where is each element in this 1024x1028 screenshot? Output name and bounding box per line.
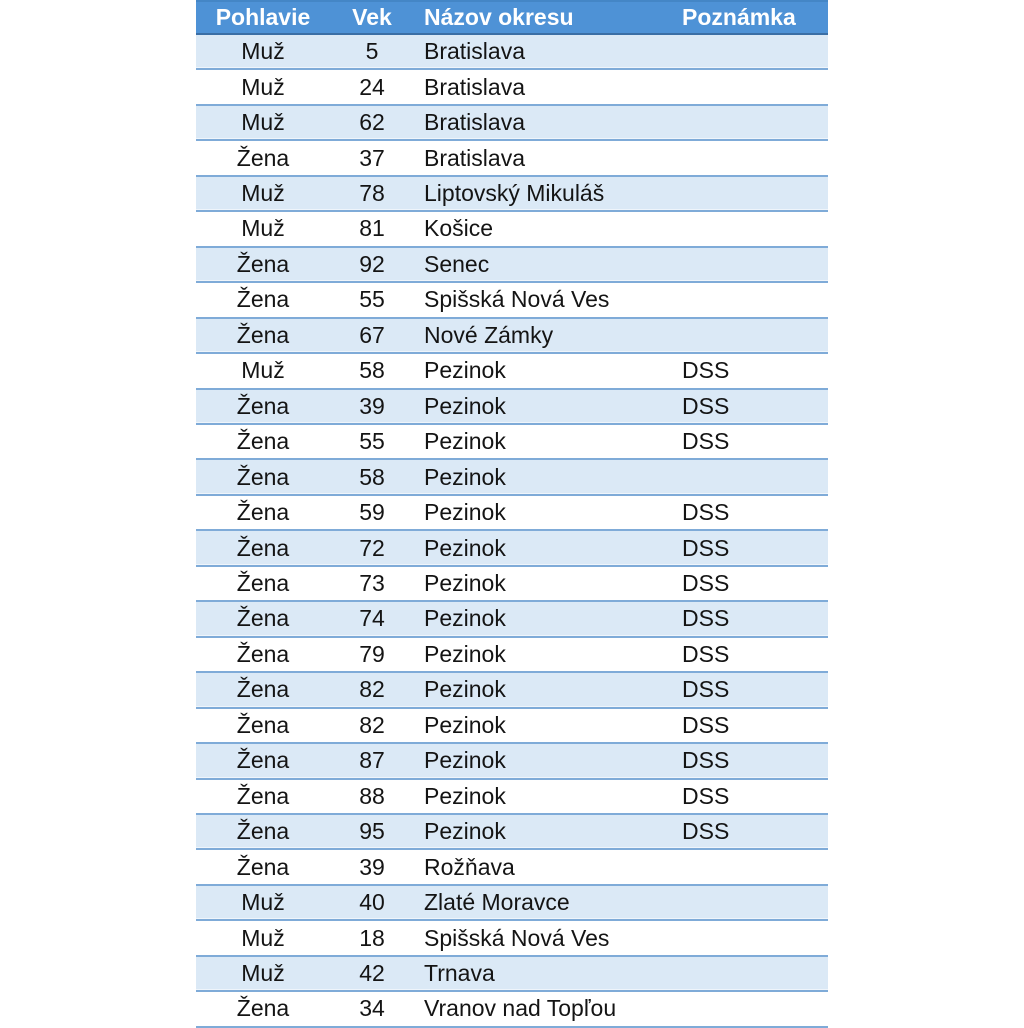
table-row <box>196 709 828 744</box>
column-header: Poznámka <box>682 4 796 30</box>
table-cell <box>662 460 828 493</box>
table-cell: DSS <box>682 428 730 455</box>
column-header: Názov okresu <box>424 4 574 30</box>
table-cell: DSS <box>682 605 730 632</box>
table-cell: Spišská Nová Ves <box>424 286 610 313</box>
table-row <box>196 141 828 176</box>
table-cell: Žena <box>236 853 290 880</box>
table-row <box>196 638 828 673</box>
table-cell: Pezinok <box>424 570 506 597</box>
table-cell: 82 <box>359 676 385 703</box>
table-cell: Bratislava <box>424 73 525 100</box>
table-cell: DSS <box>682 392 730 419</box>
table-cell: DSS <box>682 534 730 561</box>
table-cell: Trnava <box>424 960 495 986</box>
table-cell <box>662 283 828 316</box>
table-cell: DSS <box>682 676 730 703</box>
table-cell <box>662 957 828 990</box>
table-cell: Žena <box>236 463 290 490</box>
table-cell: 72 <box>359 534 385 561</box>
table-cell <box>662 177 828 210</box>
table-cell: Bratislava <box>424 109 525 136</box>
table-cell <box>662 319 828 352</box>
table-row <box>196 673 828 708</box>
table-cell: 39 <box>359 853 385 880</box>
table-row <box>196 780 828 815</box>
table-cell: Zlaté Moravce <box>424 889 570 916</box>
table-cell <box>662 35 828 68</box>
table-cell: Pezinok <box>424 428 506 455</box>
table-cell: 18 <box>359 924 385 951</box>
table-cell: Pezinok <box>424 499 506 526</box>
table-cell: Muž <box>241 73 285 100</box>
table-row <box>196 106 828 141</box>
table-cell: 88 <box>359 782 385 809</box>
table-cell: Žena <box>236 995 290 1022</box>
table-cell: Žena <box>236 676 290 703</box>
table-row <box>196 212 828 247</box>
table-cell: 73 <box>359 570 385 597</box>
table-cell: Muž <box>241 109 285 136</box>
table-cell: Senec <box>424 250 490 277</box>
table-cell: 78 <box>359 180 385 207</box>
table-cell: Muž <box>241 38 285 65</box>
table-cell: Bratislava <box>424 144 525 171</box>
table-cell: Pezinok <box>424 747 506 774</box>
table-cell: DSS <box>682 711 730 738</box>
table-cell: Žena <box>236 428 290 455</box>
table-cell: DSS <box>682 499 730 526</box>
table-cell: Žena <box>236 144 290 171</box>
table-cell: Žena <box>236 818 290 845</box>
table-cell: DSS <box>682 640 730 667</box>
table-cell: 95 <box>359 818 385 845</box>
table-cell: Nové Zámky <box>424 321 554 348</box>
table-cell: DSS <box>682 782 730 809</box>
table-cell <box>662 141 828 174</box>
table-cell: 55 <box>359 286 385 313</box>
table-cell: 40 <box>359 889 385 916</box>
table-cell <box>662 886 828 919</box>
table-cell: Muž <box>241 357 285 384</box>
table-cell: 5 <box>365 38 379 65</box>
table-cell: 81 <box>359 215 385 242</box>
table-cell <box>662 212 828 245</box>
table-cell: DSS <box>682 357 730 384</box>
table-cell: 62 <box>359 109 385 136</box>
table-row <box>196 992 828 1027</box>
table-row <box>196 496 828 531</box>
table-cell: 37 <box>359 144 385 171</box>
column-header: Pohlavie <box>215 4 311 30</box>
table-cell: Žena <box>236 392 290 419</box>
table-cell: DSS <box>682 818 730 845</box>
table-cell: Muž <box>241 180 285 207</box>
table-cell: 39 <box>359 392 385 419</box>
table-row <box>196 531 828 566</box>
table-cell: 92 <box>359 250 385 277</box>
table-cell: 24 <box>359 73 385 100</box>
table-cell <box>662 106 828 139</box>
table-cell: Muž <box>241 215 285 242</box>
table-cell: 42 <box>359 960 385 986</box>
table-cell: Pezinok <box>424 818 506 845</box>
table-cell: Košice <box>424 215 494 242</box>
table-cell: Žena <box>236 321 290 348</box>
table-cell: 59 <box>359 499 385 526</box>
table-cell: 82 <box>359 711 385 738</box>
table-cell: Pezinok <box>424 534 506 561</box>
table-cell <box>662 921 828 954</box>
table-header-row <box>196 0 828 35</box>
table-row <box>196 460 828 495</box>
table-cell: Žena <box>236 640 290 667</box>
table-row <box>196 283 828 318</box>
table-cell: Pezinok <box>424 640 506 667</box>
table-cell <box>662 850 828 883</box>
data-table <box>196 0 828 1028</box>
table-row <box>196 886 828 921</box>
table-cell: Pezinok <box>424 782 506 809</box>
table-cell: Žena <box>236 782 290 809</box>
table-row <box>196 425 828 460</box>
table-cell: Muž <box>241 960 285 986</box>
table-cell: Žena <box>236 605 290 632</box>
table-cell: Žena <box>236 499 290 526</box>
column-header: Vek <box>352 4 392 30</box>
table-row <box>196 602 828 637</box>
table-cell: 67 <box>359 321 385 348</box>
table-row <box>196 815 828 850</box>
table-row <box>196 850 828 885</box>
table-cell: Pezinok <box>424 463 506 490</box>
table-cell: Pezinok <box>424 605 506 632</box>
table-row <box>196 567 828 602</box>
table-row <box>196 744 828 779</box>
table-cell: Muž <box>241 924 285 951</box>
table-cell: 55 <box>359 428 385 455</box>
table-row <box>196 319 828 354</box>
table-cell: DSS <box>682 570 730 597</box>
table-row <box>196 35 828 70</box>
table-cell: Žena <box>236 747 290 774</box>
table-cell: Muž <box>241 889 285 916</box>
table-cell: Bratislava <box>424 38 525 65</box>
table-cell <box>662 70 828 103</box>
table-cell <box>662 248 828 281</box>
table-row <box>196 248 828 283</box>
table-cell: Pezinok <box>424 357 506 384</box>
table-cell <box>662 992 828 1025</box>
table-cell: 87 <box>359 747 385 774</box>
table-cell: Vranov nad Topľou <box>424 995 617 1022</box>
table-row <box>196 957 828 992</box>
table-cell: Spišská Nová Ves <box>424 924 610 951</box>
table-cell: Liptovský Mikuláš <box>424 180 605 207</box>
table-cell: Rožňava <box>424 853 515 880</box>
table-cell: Pezinok <box>424 392 506 419</box>
table-cell: 58 <box>359 357 385 384</box>
table-cell: Žena <box>236 534 290 561</box>
table-row <box>196 70 828 105</box>
table-cell: Žena <box>236 250 290 277</box>
table-row <box>196 921 828 956</box>
table-cell: 74 <box>359 605 385 632</box>
table-row <box>196 354 828 389</box>
table-cell: Žena <box>236 570 290 597</box>
table-cell: Žena <box>236 286 290 313</box>
table-cell: DSS <box>682 747 730 774</box>
table-cell: Pezinok <box>424 711 506 738</box>
table-cell: 79 <box>359 640 385 667</box>
table-row <box>196 390 828 425</box>
table-cell: 34 <box>359 995 385 1022</box>
table-cell: 58 <box>359 463 385 490</box>
table-row <box>196 177 828 212</box>
table-cell: Pezinok <box>424 676 506 703</box>
table-body <box>196 35 828 1028</box>
table-cell: Žena <box>236 711 290 738</box>
